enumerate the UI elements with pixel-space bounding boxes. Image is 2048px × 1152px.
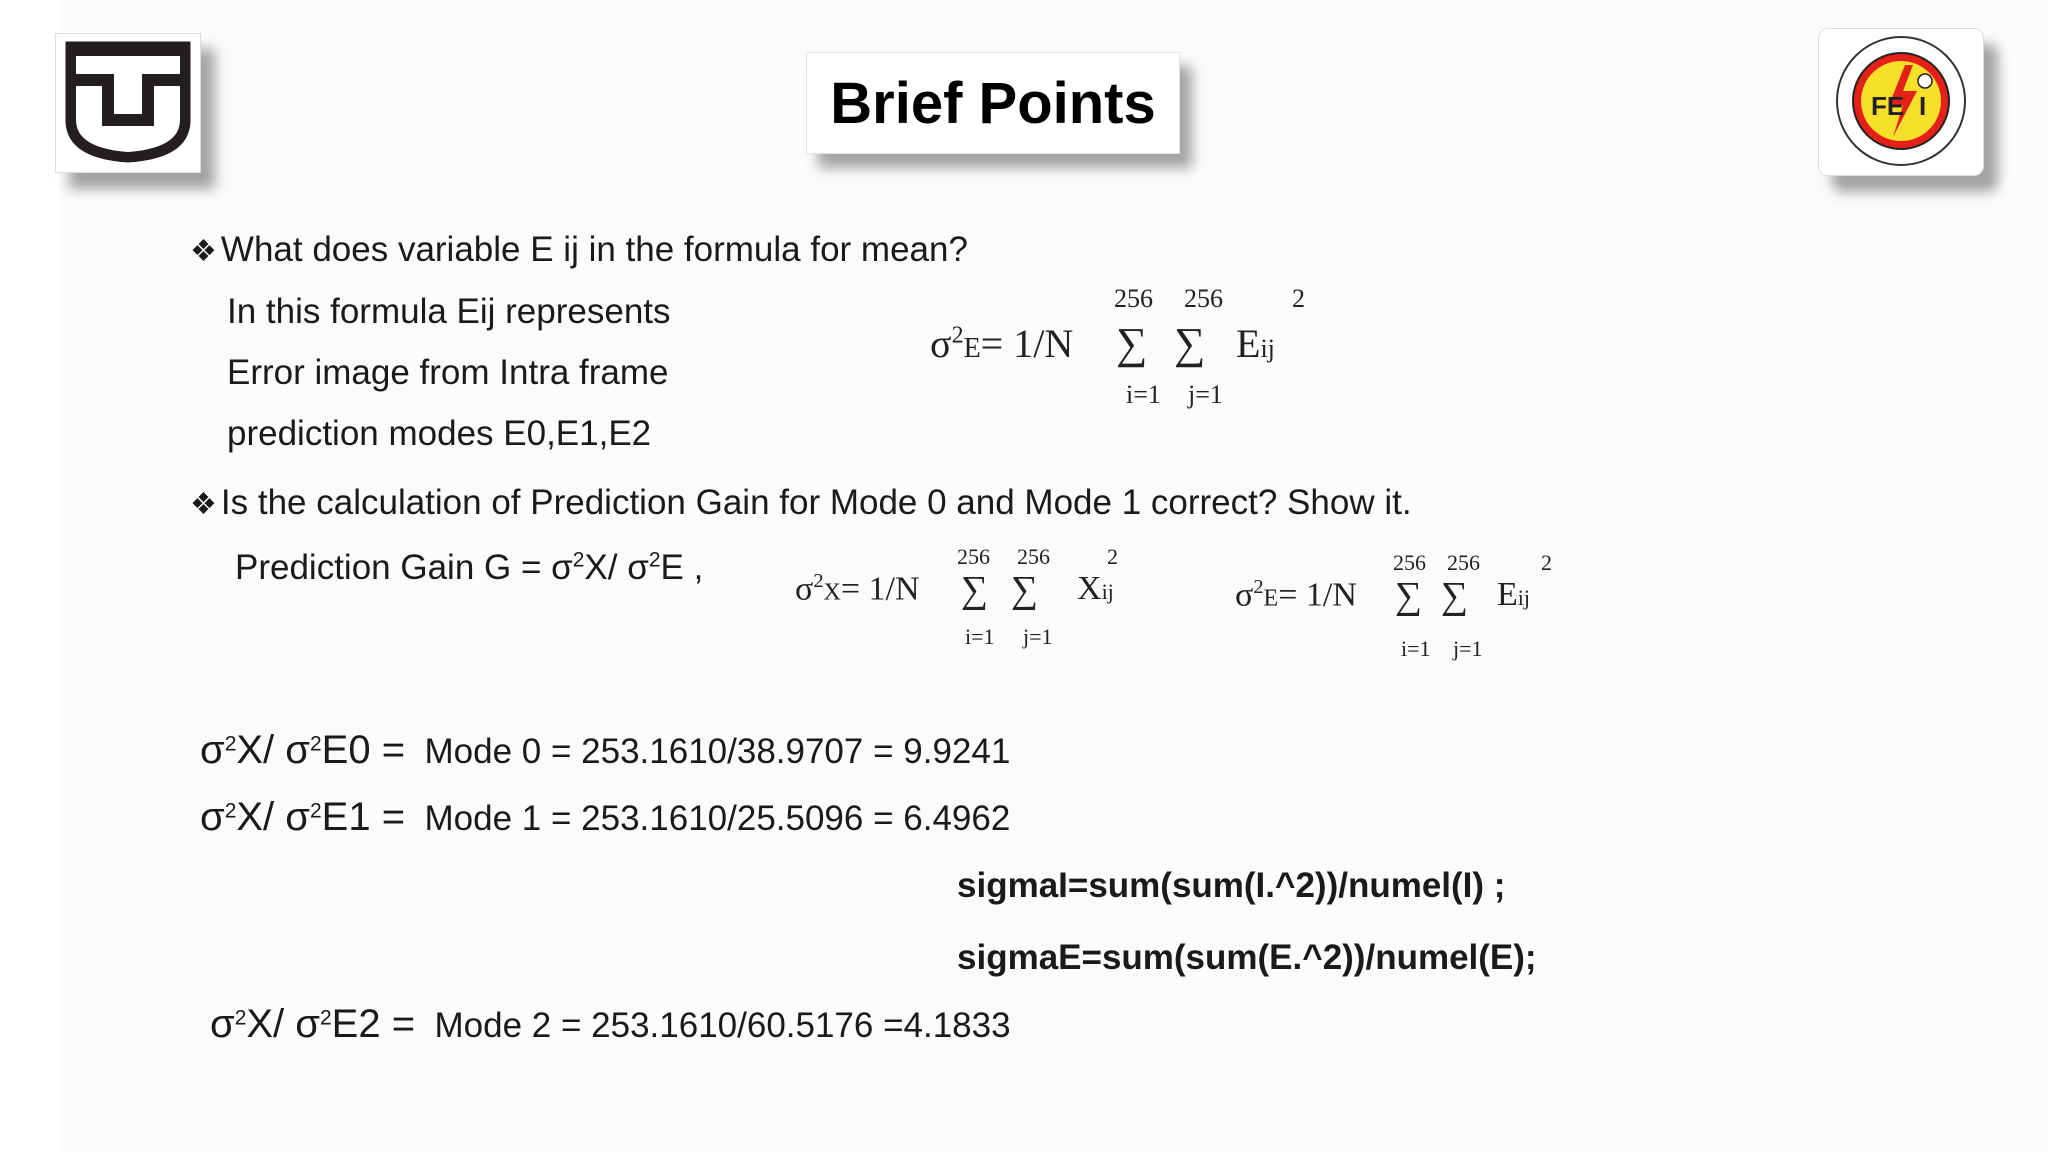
tu-emblem-icon bbox=[56, 34, 200, 172]
explanation-line-2: Error image from Intra frame bbox=[227, 353, 669, 392]
question-2-text: Is the calculation of Prediction Gain for Mode 0 and Mode 1 correct? Show it. bbox=[220, 483, 1412, 522]
svg-text:FE: FE bbox=[1871, 91, 1905, 121]
svg-text:I: I bbox=[1919, 91, 1927, 121]
result-mode-1: $\sigma^2X/$ $\sigma^2E1$ = Mode 1 = 253.1610/25.5096 = 6.4962 bbox=[200, 795, 1011, 839]
question-1-text: What does variable E ij in the formula for mean? bbox=[220, 230, 968, 269]
result-mode-0: $\sigma^2X/$ $\sigma^2E0$ = Mode 0 = 253.1610/38.9707 = 9.9241 bbox=[200, 728, 1011, 772]
explanation-line-3: prediction modes E0,E1,E2 bbox=[227, 414, 652, 453]
bullet-diamond-icon: ❖ bbox=[190, 235, 217, 268]
result-mode-2: $\sigma^2X/$ $\sigma^2E2$ = Mode 2 = 253.1610/60.5176 =4.1833 bbox=[210, 1002, 1011, 1046]
formula-error-variance-2: $\sigma^2E= 1/N$ 256 256 2 ∑ ∑ Eij i=1 j=1 bbox=[1235, 550, 1552, 661]
code-line-sigma-i: sigmaI=sum(sum(I.^2))/numel(I) ; bbox=[957, 866, 1506, 905]
fei-seal-icon bbox=[1819, 29, 1983, 175]
formula-error-variance-1: $\sigma^2E= 1/N$ 256 256 2 ∑ ∑ Eij i=1 j=1 bbox=[930, 284, 1305, 409]
faculty-logo bbox=[1818, 28, 1984, 176]
slide-title: Brief Points bbox=[806, 52, 1180, 154]
formula-signal-variance: $\sigma^2X= 1/N$ 256 256 2 ∑ ∑ Xij i=1 j=1 bbox=[795, 544, 1118, 649]
explanation-line-1: In this formula Eij represents bbox=[227, 292, 671, 331]
bullet-diamond-icon: ❖ bbox=[190, 488, 217, 521]
prediction-gain-definition: Prediction Gain $G = \sigma^2X/$ $\sigma^2E$ , bbox=[235, 548, 704, 587]
university-logo bbox=[55, 33, 201, 173]
bullet-question-2 bbox=[190, 483, 1412, 523]
code-line-sigma-e: sigmaE=sum(sum(E.^2))/numel(E); bbox=[957, 938, 1537, 977]
bullet-question-1 bbox=[190, 230, 968, 270]
